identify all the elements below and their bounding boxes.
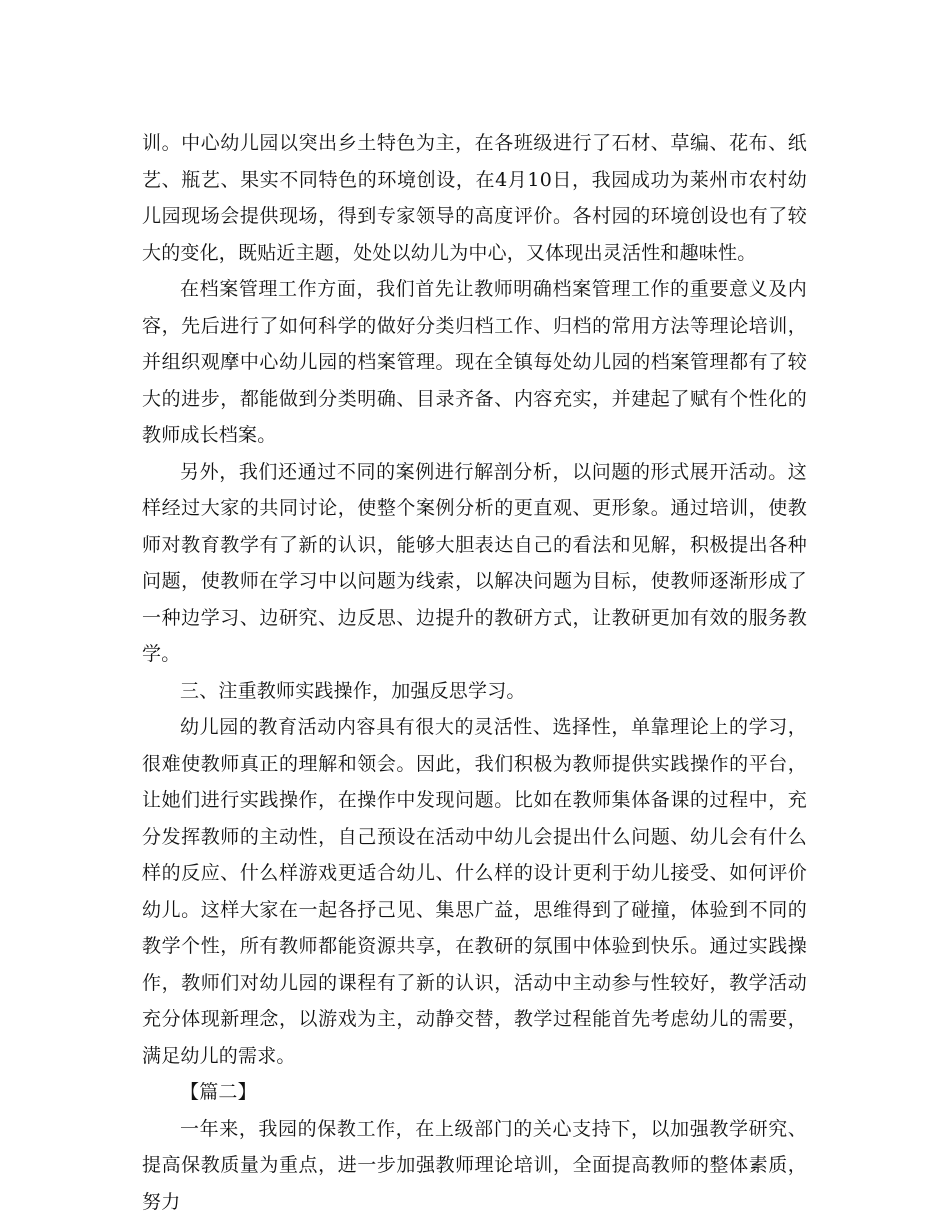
paragraph-continuation: 训。中心幼儿园以突出乡土特色为主，在各班级进行了石材、草编、花布、纸艺、瓶艺、果实不同特色的环境创设，在4月10日，我园成功为莱州市农村幼儿园现场会提供现场，得到专家领导的高度评价。各村园的环境创设也有了较大的变化，既贴近主题，处处以幼儿为中心，又体现出灵活性和趣味性。 bbox=[142, 132, 807, 264]
paragraph-part-two-intro: 一年来，我园的保教工作，在上级部门的关心支持下，以加强教学研究、提高保教质量为重点，进一步加强教师理论培训，全面提高教师的整体素质，努力 bbox=[142, 1117, 807, 1213]
paragraph-practice-operation: 幼儿园的教育活动内容具有很大的灵活性、选择性，单靠理论上的学习，很难使教师真正的理解和领会。因此，我们积极为教师提供实践操作的平台，让她们进行实践操作，在操作中发现问题。比如在教师集体备课的过程中，充分发挥教师的主动性，自己预设在活动中幼儿会提出什么问题、幼儿会有什么样的反应、什么样游戏更适合幼儿、什么样的设计更利于幼儿接受、如何评价幼儿。这样大家在一起各抒己见、集思广益，思维得到了碰撞，体验到不同的教学个性，所有教师都能资源共享，在教研的氛围中体验到快乐。通过实践操作，教师们对幼儿园的课程有了新的认识，活动中主动参与性较好，教学活动充分体现新理念，以游戏为主，动静交替，教学过程能首先考虑幼儿的需要，满足幼儿的需求。 bbox=[142, 716, 807, 1067]
paragraph-case-analysis: 另外，我们还通过不同的案例进行解剖分析，以问题的形式展开活动。这样经过大家的共同讨论，使整个案例分析的更直观、更形象。通过培训，使教师对教育教学有了新的认识，能够大胆表达自己的看法和见解，积极提出各种问题，使教师在学习中以问题为线索，以解决问题为目标，使教师逐渐形成了一种边学习、边研究、边反思、边提升的教研方式，让教研更加有效的服务教学。 bbox=[142, 460, 807, 665]
paragraph-archive-management: 在档案管理工作方面，我们首先让教师明确档案管理工作的重要意义及内容，先后进行了如何科学的做好分类归档工作、归档的常用方法等理论培训，并组织观摩中心幼儿园的档案管理。现在全镇每处幼儿园的档案管理都有了较大的进步，都能做到分类明确、目录齐备、内容充实，并建起了赋有个性化的教师成长档案。 bbox=[142, 278, 807, 446]
document-body bbox=[142, 125, 807, 1220]
section-heading-part-two: 【篇二】 bbox=[180, 1081, 257, 1103]
section-heading-practice: 三、注重教师实践操作，加强反思学习。 bbox=[180, 679, 526, 702]
